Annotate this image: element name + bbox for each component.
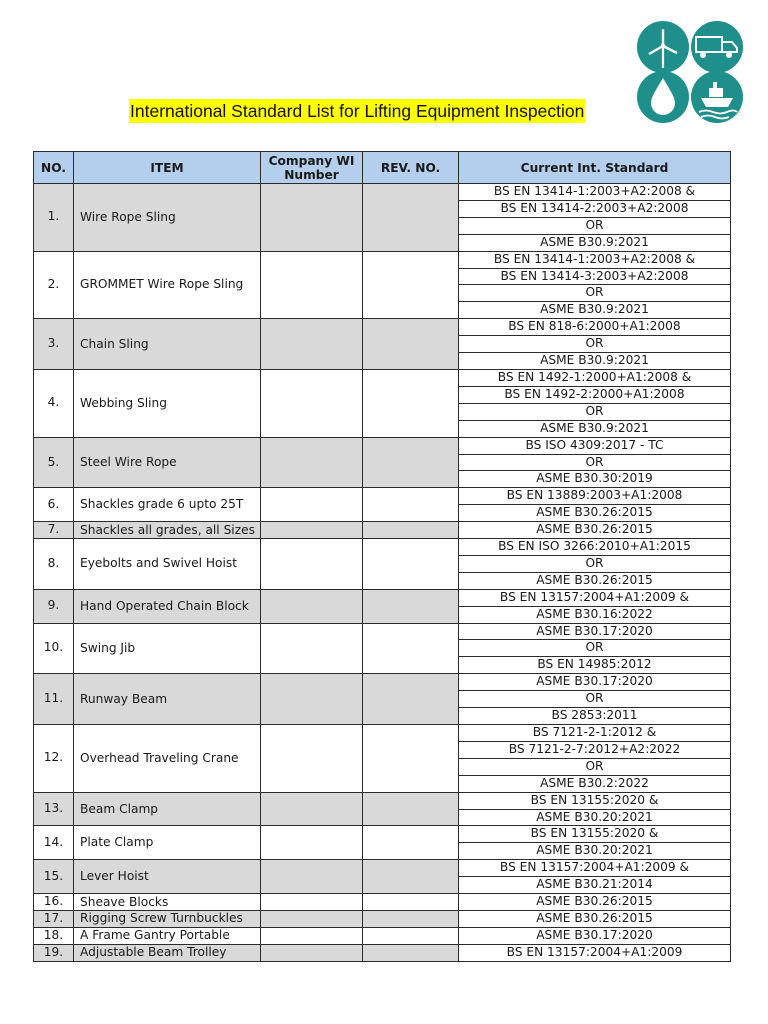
row-standard-line: OR [459, 217, 731, 234]
row-standard-line: BS EN 1492-1:2000+A1:2008 & [459, 369, 731, 386]
row-standard-line: ASME B30.17:2020 [459, 927, 731, 944]
ship-icon [691, 71, 743, 123]
table-body [34, 184, 731, 962]
row-company-wi [261, 437, 363, 488]
row-number: 18. [34, 927, 74, 944]
row-standard-line: BS EN 13414-3:2003+A2:2008 [459, 268, 731, 285]
row-rev-no [363, 184, 459, 252]
table-row [34, 251, 731, 268]
row-standard-line: BS EN 13157:2004+A1:2009 & [459, 860, 731, 877]
row-number: 7. [34, 522, 74, 539]
header-item: ITEM [74, 152, 261, 184]
row-standard-line: BS EN 13157:2004+A1:2009 [459, 944, 731, 961]
row-standard-line: BS EN 13155:2020 & [459, 826, 731, 843]
row-standard-line: BS 2853:2011 [459, 708, 731, 725]
row-standard-line: OR [459, 336, 731, 353]
header-no: NO. [34, 152, 74, 184]
row-standard-line: ASME B30.20:2021 [459, 843, 731, 860]
row-company-wi [261, 539, 363, 590]
row-number: 19. [34, 944, 74, 961]
row-rev-no [363, 910, 459, 927]
table-row [34, 589, 731, 606]
row-rev-no [363, 725, 459, 793]
row-rev-no [363, 674, 459, 725]
row-company-wi [261, 184, 363, 252]
row-company-wi [261, 725, 363, 793]
row-standard-line: ASME B30.26:2015 [459, 910, 731, 927]
row-number: 2. [34, 251, 74, 319]
table-row [34, 944, 731, 961]
row-item: Adjustable Beam Trolley [74, 944, 261, 961]
table-row [34, 927, 731, 944]
table-row [34, 674, 731, 691]
table-row [34, 910, 731, 927]
row-company-wi [261, 792, 363, 826]
row-company-wi [261, 860, 363, 894]
row-rev-no [363, 589, 459, 623]
row-item: Wire Rope Sling [74, 184, 261, 252]
row-company-wi [261, 894, 363, 911]
wind-turbine-icon [637, 21, 689, 73]
row-rev-no [363, 539, 459, 590]
row-standard-line: BS EN 14985:2012 [459, 657, 731, 674]
row-item: Steel Wire Rope [74, 437, 261, 488]
table-row [34, 522, 731, 539]
row-standard-line: ASME B30.26:2015 [459, 572, 731, 589]
row-item: GROMMET Wire Rope Sling [74, 251, 261, 319]
water-drop-icon [637, 71, 689, 123]
row-number: 13. [34, 792, 74, 826]
row-standard-line: ASME B30.21:2014 [459, 877, 731, 894]
row-company-wi [261, 674, 363, 725]
row-item: A Frame Gantry Portable [74, 927, 261, 944]
row-standard-line: BS EN 818-6:2000+A1:2008 [459, 319, 731, 336]
row-standard-line: ASME B30.30:2019 [459, 471, 731, 488]
row-standard-line: BS EN 1492-2:2000+A1:2008 [459, 386, 731, 403]
row-standard-line: ASME B30.17:2020 [459, 674, 731, 691]
table-row [34, 319, 731, 336]
row-number: 11. [34, 674, 74, 725]
row-standard-line: BS EN 13414-2:2003+A2:2008 [459, 200, 731, 217]
row-item: Eyebolts and Swivel Hoist [74, 539, 261, 590]
row-company-wi [261, 927, 363, 944]
row-standard-line: ASME B30.20:2021 [459, 809, 731, 826]
row-standard-line: BS EN 13414-1:2003+A2:2008 & [459, 184, 731, 201]
row-standard-line: BS 7121-2-1:2012 & [459, 725, 731, 742]
row-standard-line: BS EN 13414-1:2003+A2:2008 & [459, 251, 731, 268]
row-item: Overhead Traveling Crane [74, 725, 261, 793]
row-number: 1. [34, 184, 74, 252]
row-standard-line: OR [459, 691, 731, 708]
row-item: Webbing Sling [74, 369, 261, 437]
row-company-wi [261, 826, 363, 860]
row-standard-line: BS 7121-2-7:2012+A2:2022 [459, 741, 731, 758]
row-item: Lever Hoist [74, 860, 261, 894]
table-row [34, 826, 731, 843]
table-row [34, 488, 731, 505]
header-company-wi: Company WI Number [261, 152, 363, 184]
row-standard-line: BS EN 13889:2003+A1:2008 [459, 488, 731, 505]
row-rev-no [363, 927, 459, 944]
row-item: Rigging Screw Turnbuckles [74, 910, 261, 927]
row-item: Chain Sling [74, 319, 261, 370]
row-standard-line: ASME B30.9:2021 [459, 234, 731, 251]
row-number: 17. [34, 910, 74, 927]
row-company-wi [261, 369, 363, 437]
row-standard-line: BS EN 13157:2004+A1:2009 & [459, 589, 731, 606]
row-item: Hand Operated Chain Block [74, 589, 261, 623]
row-standard-line: ASME B30.26:2015 [459, 894, 731, 911]
row-company-wi [261, 522, 363, 539]
row-standard-line: ASME B30.16:2022 [459, 606, 731, 623]
table-row [34, 539, 731, 556]
table-row [34, 623, 731, 640]
row-standard-line: ASME B30.2:2022 [459, 775, 731, 792]
row-number: 8. [34, 539, 74, 590]
table-row [34, 184, 731, 201]
table-row [34, 860, 731, 877]
row-standard-line: OR [459, 555, 731, 572]
row-standard-line: OR [459, 403, 731, 420]
row-rev-no [363, 522, 459, 539]
standards-table [33, 151, 731, 962]
table-row [34, 369, 731, 386]
row-company-wi [261, 251, 363, 319]
header-rev-no: REV. NO. [363, 152, 459, 184]
row-item: Shackles grade 6 upto 25T [74, 488, 261, 522]
row-standard-line: OR [459, 454, 731, 471]
row-standard-line: ASME B30.17:2020 [459, 623, 731, 640]
row-standard-line: BS EN ISO 3266:2010+A1:2015 [459, 539, 731, 556]
row-standard-line: OR [459, 640, 731, 657]
row-number: 3. [34, 319, 74, 370]
row-item: Shackles all grades, all Sizes [74, 522, 261, 539]
table-row [34, 792, 731, 809]
row-standard-line: BS EN 13155:2020 & [459, 792, 731, 809]
row-item: Runway Beam [74, 674, 261, 725]
company-logo [636, 20, 746, 124]
row-rev-no [363, 826, 459, 860]
row-rev-no [363, 623, 459, 674]
row-number: 4. [34, 369, 74, 437]
header-standard: Current Int. Standard [459, 152, 731, 184]
row-number: 16. [34, 894, 74, 911]
row-company-wi [261, 589, 363, 623]
row-standard-line: OR [459, 758, 731, 775]
row-standard-line: BS ISO 4309:2017 - TC [459, 437, 731, 454]
row-number: 14. [34, 826, 74, 860]
row-rev-no [363, 860, 459, 894]
row-item: Plate Clamp [74, 826, 261, 860]
row-item: Swing Jib [74, 623, 261, 674]
row-company-wi [261, 910, 363, 927]
row-rev-no [363, 488, 459, 522]
row-standard-line: ASME B30.9:2021 [459, 353, 731, 370]
row-standard-line: ASME B30.26:2015 [459, 505, 731, 522]
row-rev-no [363, 792, 459, 826]
row-company-wi [261, 944, 363, 961]
row-company-wi [261, 488, 363, 522]
table-row [34, 437, 731, 454]
row-standard-line: ASME B30.9:2021 [459, 302, 731, 319]
table-row [34, 894, 731, 911]
row-rev-no [363, 369, 459, 437]
truck-icon [691, 21, 743, 73]
row-number: 6. [34, 488, 74, 522]
row-rev-no [363, 319, 459, 370]
row-rev-no [363, 437, 459, 488]
row-standard-line: ASME B30.9:2021 [459, 420, 731, 437]
row-number: 5. [34, 437, 74, 488]
row-number: 9. [34, 589, 74, 623]
row-rev-no [363, 251, 459, 319]
row-number: 10. [34, 623, 74, 674]
row-number: 12. [34, 725, 74, 793]
document-title: International Standard List for Lifting Equipment Inspection [130, 101, 585, 121]
row-company-wi [261, 623, 363, 674]
row-standard-line: ASME B30.26:2015 [459, 522, 731, 539]
row-company-wi [261, 319, 363, 370]
row-standard-line: OR [459, 285, 731, 302]
row-item: Sheave Blocks [74, 894, 261, 911]
row-rev-no [363, 894, 459, 911]
header-row [34, 152, 731, 184]
row-number: 15. [34, 860, 74, 894]
table-row [34, 725, 731, 742]
row-item: Beam Clamp [74, 792, 261, 826]
row-rev-no [363, 944, 459, 961]
